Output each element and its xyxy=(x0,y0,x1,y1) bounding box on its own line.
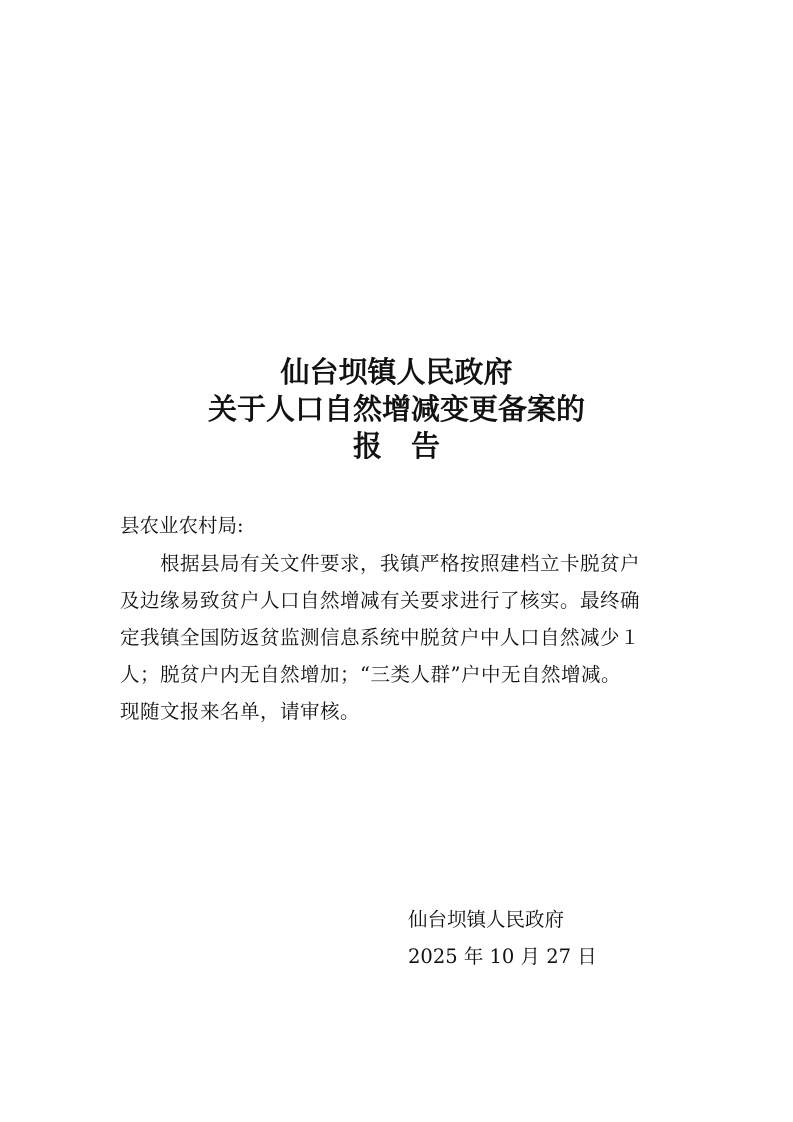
title-line-subject: 关于人口自然增减变更备案的 xyxy=(207,392,585,426)
title-line-report: 报 告 xyxy=(352,429,440,463)
signature-block xyxy=(408,901,597,975)
body-line: 及边缘易致贫户人口自然增减有关要求进行了核实。最终确 xyxy=(120,589,641,612)
document-title xyxy=(0,354,793,465)
body-line: 现随文报来名单，请审核。 xyxy=(120,700,361,723)
body-line: 定我镇全国防返贫监测信息系统中脱贫户中人口自然减少１ xyxy=(120,626,641,649)
signature-organization: 仙台坝镇人民政府 xyxy=(408,908,565,931)
body-paragraph xyxy=(120,545,680,730)
signature-date: 2025 年 10 月 27 日 xyxy=(408,945,597,968)
body-line: 根据县局有关文件要求，我镇严格按照建档立卡脱贫户 xyxy=(160,552,641,575)
addressee: 县农业农村局: xyxy=(120,514,244,537)
body-line: 人；脱贫户内无自然增加；“三类人群”户中无自然增减。 xyxy=(120,663,621,686)
title-line-organization: 仙台坝镇人民政府 xyxy=(280,355,513,389)
